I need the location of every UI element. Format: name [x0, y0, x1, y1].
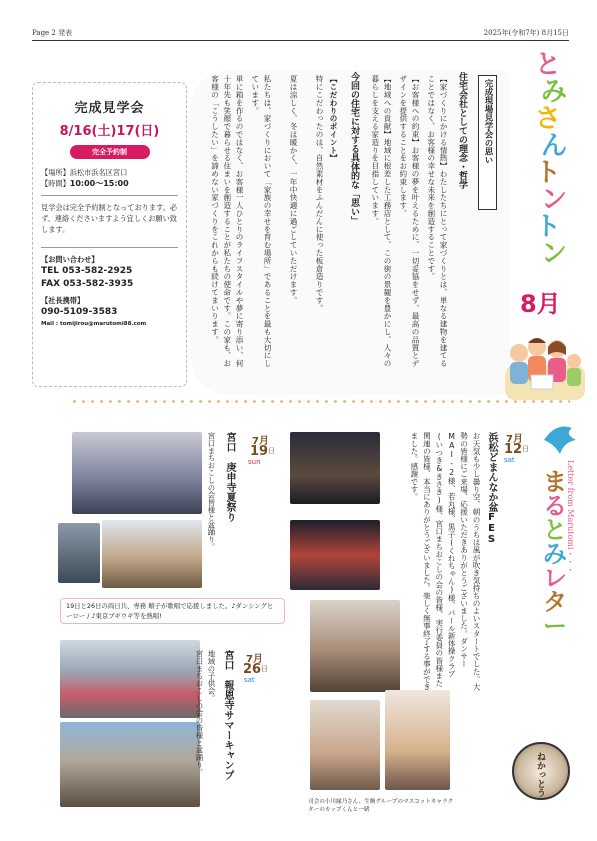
masthead-month: 8月: [520, 290, 561, 318]
article-para-6: 夏は涼しく、冬は暖かく、一年中快適に過ごしていただけます。: [289, 75, 298, 305]
fax-number: FAX 053-582-3935: [41, 279, 134, 289]
article-col-5: [313, 75, 325, 375]
article-col-3: [369, 75, 393, 375]
header-rule: [32, 40, 569, 41]
event3-text-1: 地域の子供会。: [207, 650, 216, 702]
event2-day-suffix: 日: [268, 447, 275, 455]
letter-title-char: と: [543, 516, 567, 544]
stamp-circle: [512, 742, 570, 800]
masthead-char: ん: [541, 131, 568, 161]
open-house-place: 【場所】浜松市浜名区宮口: [41, 168, 128, 177]
reservation-badge: 完全予約制: [70, 145, 150, 159]
mobile-number: 090-5109-3583: [41, 307, 118, 317]
photo-group-indoor: [310, 600, 400, 692]
letter-title-char: ー: [543, 612, 567, 640]
masthead-char: さ: [535, 104, 562, 134]
grandpa-body: [510, 362, 528, 384]
time-label: 【時間】: [41, 179, 70, 188]
article-col-6: [287, 75, 299, 375]
section-divider: [70, 400, 570, 403]
contact-label: 【お問い合わせ】: [41, 255, 99, 264]
family-illustration: [505, 325, 585, 400]
masthead-char: ト: [535, 158, 562, 188]
article-col-1: [425, 75, 449, 375]
photo-stage-1: [290, 432, 380, 504]
open-house-time: 10:00～15:00: [69, 179, 129, 188]
event2-day: 19: [250, 444, 269, 459]
photo-bon-dance: [60, 722, 200, 807]
photo-mascot: [385, 690, 450, 790]
grandpa-face: [510, 344, 528, 362]
event2-weekday: sun: [248, 458, 261, 466]
article-col-2: [397, 75, 421, 375]
event3-weekday: sat: [244, 676, 255, 684]
photo-temple: [102, 520, 202, 588]
masthead-char: と: [535, 50, 562, 80]
masthead-char: ン: [541, 239, 568, 269]
child-body: [567, 368, 581, 386]
article-heading-2: 今回の住宅に対する具体的な「思い」: [349, 72, 359, 225]
event3-place: 宮口: [222, 650, 233, 670]
event3-text-2: 宮口まちおこしの会の皆様と盆踊り。: [195, 650, 204, 776]
letter-title-char: タ: [543, 588, 567, 616]
article-heading-1: 住宅会社としての理念・哲学: [457, 72, 467, 189]
article-para-3: 【地域への貢献】地域に根差した工務店として、この街の景観を豊かにし、人々の暮らしを支える家造りを目指しています。: [370, 75, 392, 368]
open-house-title: 完成見学会: [74, 101, 145, 116]
article-col-7: [249, 75, 273, 375]
letter-title-char: る: [543, 492, 567, 520]
tel-number: TEL 053-582-2925: [41, 266, 133, 276]
open-house-box: [32, 82, 187, 387]
father-hair: [528, 338, 546, 343]
open-house-notice: 見学会は完全予約制となっております。必ず、連絡くださいますよう宜しくお願い致します。: [41, 203, 177, 234]
masthead-char: ン: [541, 185, 568, 215]
event1-day-suffix: 日: [522, 445, 529, 453]
article-para-8: 単に箱を作るのではなく、お客様一人ひとりのライフスタイルや夢に寄り添い、何十年先も笑顔で暮らせる住まいを創造することが私たちの使命です。この家も、お客様の「こうしたい」を諦めない家づくりをこれからも続けてまいります。: [210, 75, 244, 368]
photo-singer: [58, 523, 100, 583]
event3-title: 報恩寺サマーキャンプ: [222, 680, 233, 780]
event3-day-suffix: 日: [261, 665, 268, 673]
photo-caption: 司会の小川縁乃さん、生駒グループのマスコットキャラクターのカップくんと一緒: [308, 799, 454, 813]
masthead-char: み: [541, 77, 568, 107]
letter-title: [543, 470, 567, 638]
mail-address: Mail : tomijirou@marutomi88.com: [41, 321, 147, 327]
article-para-4: 【こだわりのポイント】: [329, 75, 338, 162]
open-house-date: 8/16(土)17(日): [59, 124, 160, 139]
event1-month: 7月: [506, 434, 523, 445]
page-label: Page 2 発表: [32, 29, 73, 37]
issue-date: 2025年(令和7年) 8月15日: [483, 29, 569, 37]
event2-title: 庚申寺夏祭り: [224, 462, 235, 522]
event1-text: お天気も少し曇り空、朝のうちは風が吹き気持ちのよいスタートでした。大勢の皆様にご来場、応援いただきありがとうございました。ダンサーMAI-2様、若丸様、黒子(くれちゃん)様、パール新体操クラブ(いつき&きさき)様、宮口まちおこしの会の皆様、実行委員の皆様また関連の皆様、本当にありがとうございました。楽しく無事終了する事ができました。感謝です。: [409, 432, 481, 691]
article-col-4: [327, 75, 339, 375]
stamp-text: ねかっとう: [535, 752, 545, 797]
letter-title-char: み: [543, 540, 567, 568]
article-para-7: 私たちは、家づくりにおいて「家族の幸せを育む場所」であることを最も大切にしています。: [250, 75, 272, 368]
mobile-label: 【社長携帯】: [41, 296, 85, 305]
event2-text: 宮口まちおこしの会皆様と盆踊り。: [207, 432, 216, 551]
event1-day: 12: [504, 442, 523, 457]
masthead-title: [535, 52, 575, 268]
article-para-1: 【家づくりにかける情熱】わたしたちにとって家づくりとは、単なる建物を建てることではなく、お客様の幸せな未来を創造することです。: [426, 75, 448, 368]
article-col-8: [208, 75, 245, 375]
article-para-2: 【お客様への約束】お客様の夢を叶えるために、一切妥協をせず、最高の品質とデザインを提供することをお約束します。: [398, 75, 420, 368]
event3-day: 26: [243, 662, 262, 677]
event3-month: 7月: [246, 654, 263, 665]
event1-title: 浜松どまんなか盆FES: [486, 432, 497, 545]
letter-title-char: ま: [543, 468, 567, 496]
letter-title-char: レ: [543, 564, 567, 592]
singing-note: 19日と26日の両日共、専務 順子が歌唱で応援しました。♪ダンシングヒーロー / ♪東京ブギウギ等を熱唱!: [60, 598, 285, 624]
photo-dancers-1: [72, 432, 202, 514]
event2-month: 7月: [252, 436, 269, 447]
photo-children: [310, 700, 380, 790]
child-face: [567, 354, 581, 368]
event1-weekday: sat: [504, 456, 515, 464]
book: [531, 375, 553, 389]
photo-camp-group: [60, 640, 200, 718]
article-box-title: 完成現場見学会の思い: [478, 75, 497, 210]
photo-stage-2: [290, 520, 380, 590]
event2-place: 宮口: [224, 432, 235, 452]
masthead-char: ト: [535, 212, 562, 242]
bird-icon: [542, 418, 582, 462]
article-para-5: 特にこだわったのは、自然素材をふんだんに使った板倉造りです。: [315, 75, 324, 312]
letter-subtitle: Letter from Marutomi・・・: [566, 460, 575, 574]
